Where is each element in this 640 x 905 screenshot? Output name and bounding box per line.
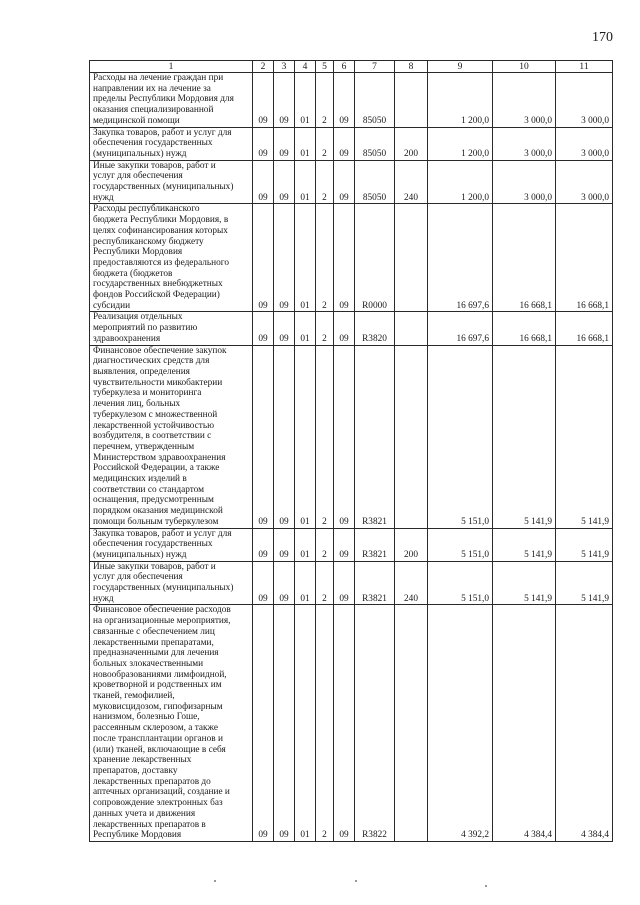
- table-cell: 3 000,0: [556, 73, 613, 128]
- description-line: больных злокачественными: [93, 658, 204, 669]
- table-cell: 2: [316, 73, 334, 128]
- description-line: (муниципальных) нужд: [93, 549, 187, 560]
- table-cell: 09: [334, 127, 355, 160]
- row-description: [90, 73, 253, 128]
- description-line: Иные закупки товаров, работ и: [93, 160, 216, 171]
- table-cell: 4 384,4: [493, 605, 556, 841]
- description-line: здравоохранения: [93, 333, 161, 344]
- table-cell: 2: [316, 345, 334, 528]
- row-description: [90, 312, 253, 345]
- description-line: диагностических средств для: [93, 356, 210, 367]
- description-line: Финансовое обеспечение расходов: [93, 605, 231, 616]
- description-line: предназначенными для лечения: [93, 648, 219, 659]
- table-cell: 5 141,9: [556, 528, 613, 561]
- description-line: туберкулезом с множественной: [93, 409, 218, 420]
- table-cell: 01: [295, 312, 316, 345]
- description-line: Российской Федерации, а также: [93, 463, 220, 474]
- description-line: услуг для обеспечения: [93, 171, 183, 182]
- description-line: Расходы на лечение граждан при: [93, 73, 224, 83]
- scan-speck: [355, 880, 357, 882]
- column-header: 7: [355, 61, 395, 73]
- description-line: мероприятий по развитию: [93, 323, 198, 334]
- description-line: перечнем, утвержденным: [93, 441, 195, 452]
- table-cell: 09: [334, 561, 355, 605]
- description-line: порядком оказания медицинской: [93, 506, 223, 517]
- column-header: 8: [395, 61, 428, 73]
- table-cell: 3 000,0: [493, 160, 556, 204]
- description-line: выявления, определения: [93, 366, 190, 377]
- description-line: соответствии со стандартом: [93, 484, 205, 495]
- table-cell: [395, 605, 428, 841]
- table-row: [90, 561, 613, 605]
- budget-table: [89, 60, 613, 842]
- description-line: Иные закупки товаров, работ и: [93, 561, 216, 572]
- table-cell: 09: [274, 345, 295, 528]
- row-description: [90, 204, 253, 312]
- table-cell: 2: [316, 204, 334, 312]
- table-cell: [395, 73, 428, 128]
- table-cell: R3821: [355, 561, 395, 605]
- table-cell: 01: [295, 605, 316, 841]
- table-cell: 09: [334, 605, 355, 841]
- description-line: чувствительности микобактерии: [93, 377, 223, 388]
- description-line: нанизмом, болезнью Гоше,: [93, 712, 200, 723]
- scan-speck: [485, 885, 487, 887]
- table-header-row: [90, 61, 613, 73]
- table-cell: 5 141,9: [493, 528, 556, 561]
- table-cell: 09: [334, 204, 355, 312]
- description-line: бюджета Республики Мордовия, в: [93, 215, 229, 226]
- table-cell: 5 151,0: [428, 345, 493, 528]
- description-line: Республики Мордовия: [93, 247, 183, 258]
- description-line: целях софинансирования которых: [93, 225, 228, 236]
- table-cell: 200: [395, 528, 428, 561]
- description-line: хранение лекарственных: [93, 755, 192, 766]
- description-line: помощи больным туберкулезом: [93, 516, 219, 527]
- table-cell: 240: [395, 160, 428, 204]
- table-cell: R3821: [355, 345, 395, 528]
- column-header: 2: [253, 61, 274, 73]
- description-line: сопровождение электронных баз: [93, 798, 223, 809]
- table-cell: 09: [334, 160, 355, 204]
- table-cell: 85050: [355, 73, 395, 128]
- description-line: медицинских изделий в: [93, 474, 187, 485]
- column-header: 4: [295, 61, 316, 73]
- description-line: оказания специализированной: [93, 105, 214, 116]
- table-cell: 2: [316, 561, 334, 605]
- description-line: государственных (муниципальных): [93, 182, 234, 193]
- column-header: 10: [493, 61, 556, 73]
- table-cell: 5 141,9: [556, 561, 613, 605]
- table-cell: 2: [316, 605, 334, 841]
- table-cell: 09: [334, 73, 355, 128]
- table-cell: 09: [253, 528, 274, 561]
- description-line: пределы Республики Мордовия для: [93, 94, 234, 105]
- table-cell: R3821: [355, 528, 395, 561]
- row-description: [90, 160, 253, 204]
- table-cell: 16 697,6: [428, 312, 493, 345]
- description-line: Закупка товаров, работ и услуг для: [93, 127, 232, 138]
- table-cell: [395, 312, 428, 345]
- row-description: [90, 561, 253, 605]
- description-line: (или) тканей, включающие в себя: [93, 744, 226, 755]
- table-body: [90, 73, 613, 842]
- description-line: связанные с обеспечением лиц: [93, 626, 215, 637]
- description-line: лекарственных препаратов в: [93, 819, 206, 830]
- table-row: [90, 127, 613, 160]
- table-cell: 5 141,9: [556, 345, 613, 528]
- table-cell: 09: [253, 561, 274, 605]
- description-line: услуг для обеспечения: [93, 572, 183, 583]
- table-cell: 4 384,4: [556, 605, 613, 841]
- description-line: туберкулеза и мониторинга: [93, 388, 202, 399]
- description-line: нужд: [93, 593, 114, 604]
- table-cell: 240: [395, 561, 428, 605]
- description-line: медицинской помощи: [93, 115, 180, 126]
- table-cell: R3822: [355, 605, 395, 841]
- row-description: [90, 605, 253, 841]
- description-line: Реализация отдельных: [93, 312, 183, 323]
- table-cell: 09: [274, 204, 295, 312]
- row-description: [90, 127, 253, 160]
- description-line: республиканскому бюджету: [93, 236, 204, 247]
- table-cell: 1 200,0: [428, 73, 493, 128]
- table-cell: 09: [274, 561, 295, 605]
- table-cell: 85050: [355, 127, 395, 160]
- description-line: Министерством здравоохранения: [93, 452, 226, 463]
- table-cell: 09: [253, 160, 274, 204]
- description-line: государственных (муниципальных): [93, 583, 234, 594]
- table-cell: R3820: [355, 312, 395, 345]
- table-cell: 2: [316, 127, 334, 160]
- table-cell: 5 151,0: [428, 528, 493, 561]
- description-line: субсидии: [93, 300, 131, 311]
- table-cell: 09: [253, 127, 274, 160]
- column-header: 1: [90, 61, 253, 73]
- table-cell: 2: [316, 312, 334, 345]
- table-cell: 5 141,9: [493, 345, 556, 528]
- description-line: муковисцидозом, гипофизарным: [93, 701, 223, 712]
- table-cell: 3 000,0: [493, 73, 556, 128]
- description-line: тканей, гемофилией,: [93, 691, 175, 702]
- description-line: предоставляются из федерального: [93, 257, 230, 268]
- description-line: рассеянным склерозом, а также: [93, 723, 218, 734]
- table-row: [90, 160, 613, 204]
- table-row: [90, 345, 613, 528]
- table-cell: 3 000,0: [556, 160, 613, 204]
- description-line: Финансовое обеспечение закупок: [93, 345, 227, 356]
- table-cell: 3 000,0: [556, 127, 613, 160]
- table-row: [90, 73, 613, 128]
- description-line: оснащения, предусмотренным: [93, 495, 214, 506]
- table-cell: 16 668,1: [556, 204, 613, 312]
- table-cell: 09: [253, 605, 274, 841]
- table-cell: 16 668,1: [493, 204, 556, 312]
- table-cell: 09: [274, 605, 295, 841]
- description-line: государственных внебюджетных: [93, 279, 223, 290]
- table-cell: 01: [295, 561, 316, 605]
- description-line: данных учета и движения: [93, 808, 196, 819]
- table-cell: 2: [316, 160, 334, 204]
- page-number: 170: [592, 30, 613, 45]
- table-cell: 16 697,6: [428, 204, 493, 312]
- table-cell: 01: [295, 204, 316, 312]
- description-line: лекарственной устойчивостью: [93, 420, 215, 431]
- table-cell: 09: [253, 312, 274, 345]
- column-header: 3: [274, 61, 295, 73]
- description-line: Республике Мордовия: [93, 830, 182, 841]
- table-cell: 09: [253, 345, 274, 528]
- description-line: (муниципальных) нужд: [93, 148, 187, 159]
- description-line: направлении их на лечение за: [93, 83, 211, 94]
- table-cell: 09: [274, 73, 295, 128]
- description-line: обеспечения государственных: [93, 138, 213, 149]
- column-header: 9: [428, 61, 493, 73]
- description-line: Закупка товаров, работ и услуг для: [93, 528, 232, 539]
- table-cell: 16 668,1: [493, 312, 556, 345]
- description-line: аптечных организаций, создание и: [93, 787, 230, 798]
- table-cell: 85050: [355, 160, 395, 204]
- table-cell: 09: [334, 312, 355, 345]
- table-cell: 1 200,0: [428, 160, 493, 204]
- table-cell: 09: [334, 528, 355, 561]
- table-cell: 4 392,2: [428, 605, 493, 841]
- description-line: лекарственных препаратов до: [93, 776, 211, 787]
- description-line: обеспечения государственных: [93, 539, 213, 550]
- table-cell: 2: [316, 528, 334, 561]
- table-cell: 200: [395, 127, 428, 160]
- description-line: препаратов, доставку: [93, 766, 178, 776]
- description-line: новообразованиями лимфоидной,: [93, 669, 227, 680]
- table-cell: [395, 204, 428, 312]
- row-description: [90, 345, 253, 528]
- table-cell: 5 151,0: [428, 561, 493, 605]
- table-cell: [395, 345, 428, 528]
- table-cell: 5 141,9: [493, 561, 556, 605]
- description-line: фондов Российской Федерации): [93, 290, 220, 301]
- table-cell: 09: [274, 528, 295, 561]
- table-cell: 09: [253, 73, 274, 128]
- description-line: нужд: [93, 192, 114, 203]
- table-cell: 09: [274, 160, 295, 204]
- column-header: 5: [316, 61, 334, 73]
- description-line: бюджета (бюджетов: [93, 268, 173, 279]
- table-cell: 1 200,0: [428, 127, 493, 160]
- description-line: лечения лиц, больных: [93, 399, 181, 410]
- table-row: [90, 312, 613, 345]
- table-cell: 01: [295, 528, 316, 561]
- table-cell: 01: [295, 127, 316, 160]
- description-line: возбудителя, в соответствии с: [93, 431, 212, 442]
- description-line: кроветворной и родственных им: [93, 680, 222, 691]
- table-cell: 09: [253, 204, 274, 312]
- description-line: лекарственными препаратами,: [93, 637, 214, 648]
- table-cell: 09: [274, 312, 295, 345]
- description-line: на организационные мероприятия,: [93, 616, 231, 627]
- column-header: 11: [556, 61, 613, 73]
- table-row: [90, 204, 613, 312]
- row-description: [90, 528, 253, 561]
- table-cell: 01: [295, 160, 316, 204]
- table-cell: 01: [295, 345, 316, 528]
- table-row: [90, 528, 613, 561]
- description-line: после трансплантации органов и: [93, 733, 223, 744]
- column-header: 6: [334, 61, 355, 73]
- table-cell: 09: [334, 345, 355, 528]
- table-cell: 09: [274, 127, 295, 160]
- table-cell: 16 668,1: [556, 312, 613, 345]
- table-cell: 01: [295, 73, 316, 128]
- table-cell: 3 000,0: [493, 127, 556, 160]
- description-line: Расходы республиканского: [93, 204, 200, 215]
- table-row: [90, 605, 613, 841]
- scan-speck: [214, 880, 216, 882]
- table-cell: R0000: [355, 204, 395, 312]
